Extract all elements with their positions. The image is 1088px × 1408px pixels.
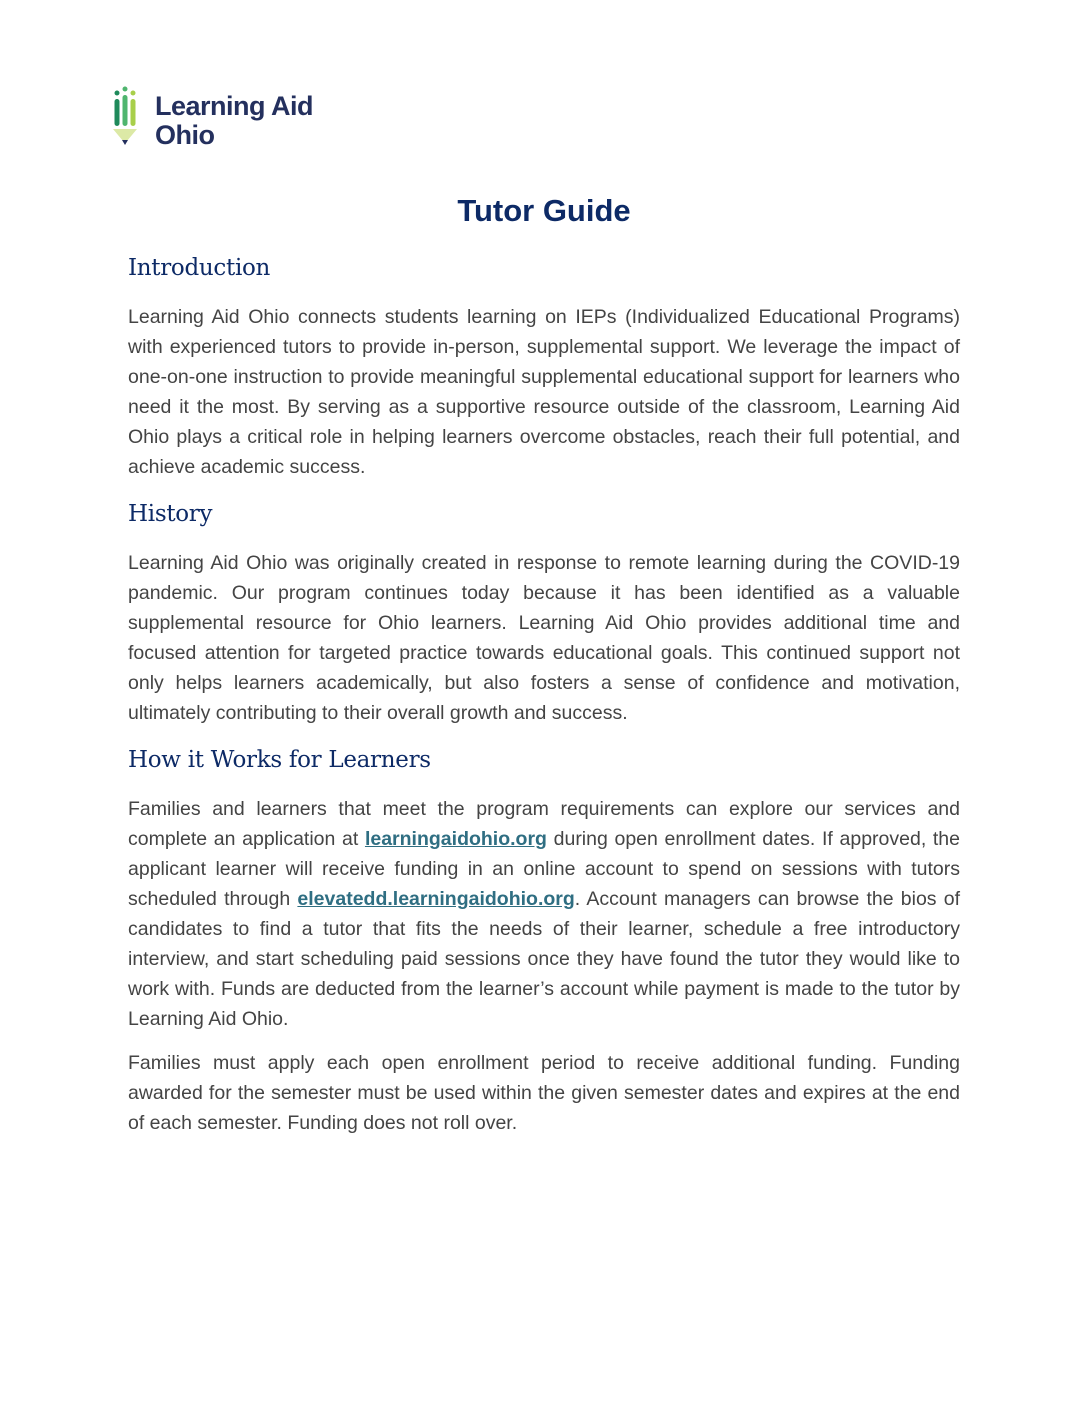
logo-line-1: Learning Aid (155, 91, 314, 121)
section-introduction (128, 252, 960, 482)
section-heading: History (128, 501, 213, 527)
logo-line-2: Ohio (155, 120, 215, 150)
section-heading: How it Works for Learners (128, 747, 431, 773)
learningaidohio-link[interactable]: learningaidohio.org (364, 828, 547, 850)
elevatedd-link[interactable]: elevatedd.learningaidohio.org (297, 888, 575, 910)
paragraph: Learning Aid Ohio was originally created in response to remote learning during the COVID-19 pandemic. Our program continues today because it has been identified as a valuable supplemental resource for Ohio learners. Learning Aid Ohio provides additional time and focused attention for targeted practice towards educational goals. This continued support not only helps learners academically, but also fosters a sense of confidence and motivation, ultimately contributing to their overall growth and success. (128, 552, 960, 724)
learning-aid-ohio-logo (113, 86, 313, 150)
section-heading: Introduction (128, 255, 271, 281)
pencil-logo-icon (113, 86, 137, 148)
document-body (128, 252, 960, 1154)
paragraph-text: during open enrollment dates. If approved, the applicant learner will receive funding in an online account to spend on sessions with tutors scheduled through (128, 828, 960, 910)
paragraph-text: . Account managers can browse the bios of candidates to find a tutor that fits the needs of their learner, schedule a free introductory interview, and start scheduling paid sessions once they have found the tutor they would like to work with. Funds are deducted from the learner’s account while payment is made to the tutor by Learning Aid Ohio. (128, 888, 961, 1030)
paragraph: Families must apply each open enrollment period to receive additional funding. Funding awarded for the semester must be used within the given semester dates and expires at the end of each semester. Funding does not roll over. (128, 1052, 960, 1134)
paragraph (128, 794, 960, 1034)
page-title: Tutor Guide (457, 193, 631, 228)
section-how-it-works (128, 744, 960, 1138)
section-history (128, 498, 960, 728)
logo-wordmark (155, 92, 313, 150)
paragraph: Learning Aid Ohio connects students learning on IEPs (Individualized Educational Programs) with experienced tutors to provide in-person, supplemental support. We leverage the impact of one-on-one instruction to provide meaningful supplemental educational support for learners who need it the most. By serving as a supportive resource outside of the classroom, Learning Aid Ohio plays a critical role in helping learners overcome obstacles, reach their full potential, and achieve academic success. (128, 306, 960, 478)
paragraph-text: Families and learners that meet the program requirements can explore our services and complete an application at (128, 798, 960, 850)
